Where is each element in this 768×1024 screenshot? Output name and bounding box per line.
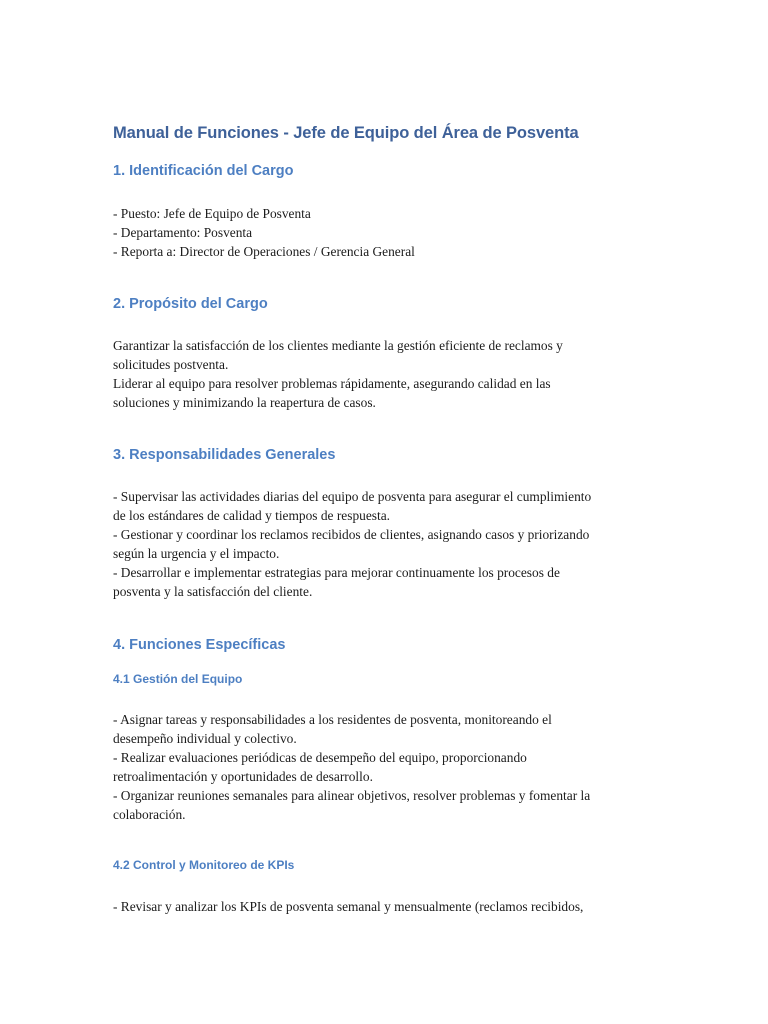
subsection-4-1-line: colaboración. xyxy=(113,807,186,823)
section-3-line: - Gestionar y coordinar los reclamos recibidos de clientes, asignando casos y priorizando xyxy=(113,527,590,543)
section-3-line: - Desarrollar e implementar estrategias para mejorar continuamente los procesos de xyxy=(113,565,560,581)
section-2-body xyxy=(113,336,653,412)
subsection-4-2-line: - Revisar y analizar los KPIs de posventa semanal y mensualmente (reclamos recibidos, xyxy=(113,899,584,914)
subsection-4-1-line: retroalimentación y oportunidades de desarrollo. xyxy=(113,769,373,785)
section-3-line: según la urgencia y el impacto. xyxy=(113,546,280,562)
section-1-line: - Departamento: Posventa xyxy=(113,225,253,241)
section-2-line: solicitudes postventa. xyxy=(113,357,229,373)
subsection-4-1-body xyxy=(113,710,653,825)
section-2-line: Liderar al equipo para resolver problemas rápidamente, asegurando calidad en las xyxy=(113,376,551,392)
subsection-4-1-line: - Organizar reuniones semanales para alinear objetivos, resolver problemas y fomentar la xyxy=(113,788,591,804)
section-1-body xyxy=(113,204,653,261)
section-1-line: - Reporta a: Director de Operaciones / Gerencia General xyxy=(113,244,415,260)
subsection-4-1-line: - Realizar evaluaciones periódicas de desempeño del equipo, proporcionando xyxy=(113,750,527,766)
section-3-heading: 3. Responsabilidades Generales xyxy=(113,447,336,463)
subsection-4-1-line: - Asignar tareas y responsabilidades a los residentes de posventa, monitoreando el xyxy=(113,712,552,727)
section-2-line: soluciones y minimizando la reapertura de casos. xyxy=(113,395,376,411)
subsection-4-2-heading: 4.2 Control y Monitoreo de KPIs xyxy=(113,858,295,872)
document-title: Manual de Funciones - Jefe de Equipo del Área de Posventa xyxy=(113,124,579,142)
subsection-4-1-heading: 4.1 Gestión del Equipo xyxy=(113,672,243,686)
section-1-heading: 1. Identificación del Cargo xyxy=(113,163,294,179)
subsection-4-1-line: desempeño individual y colectivo. xyxy=(113,731,297,747)
section-2-line: Garantizar la satisfacción de los clientes mediante la gestión eficiente de reclamos y xyxy=(113,338,563,353)
section-1-line: - Puesto: Jefe de Equipo de Posventa xyxy=(113,206,311,221)
section-3-line: posventa y la satisfacción del cliente. xyxy=(113,584,313,600)
subsection-4-2-body xyxy=(113,897,653,916)
section-3-body xyxy=(113,487,653,602)
section-2-heading: 2. Propósito del Cargo xyxy=(113,296,268,312)
section-3-line: - Supervisar las actividades diarias del equipo de posventa para asegurar el cumplimiento xyxy=(113,489,592,504)
section-3-line: de los estándares de calidad y tiempos de respuesta. xyxy=(113,508,391,524)
section-4-heading: 4. Funciones Específicas xyxy=(113,637,286,653)
